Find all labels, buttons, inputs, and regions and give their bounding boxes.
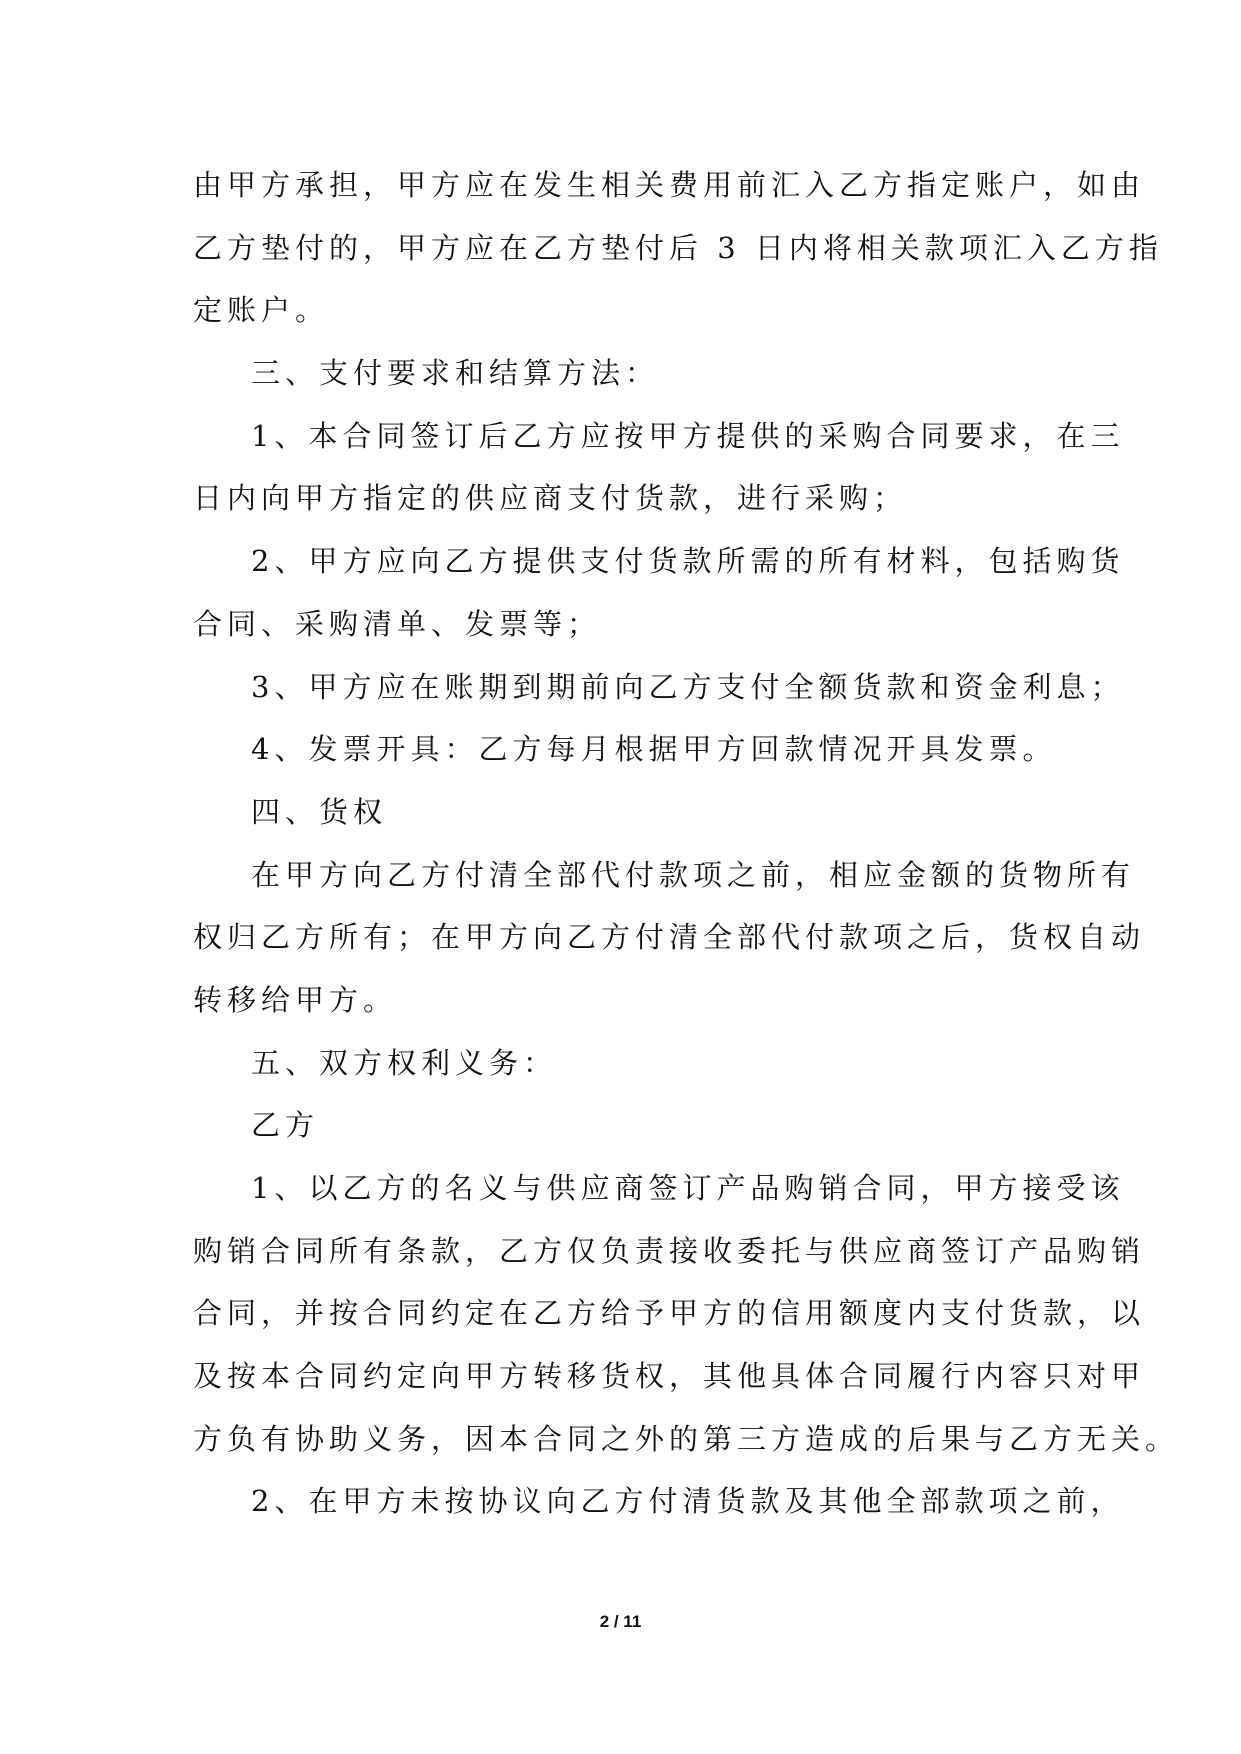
text-line: 3、甲方应在账期到期前向乙方支付全额货款和资金利息； <box>251 669 1125 704</box>
text-line: 1、本合同签订后乙方应按甲方提供的采购合同要求，在三 <box>251 418 1125 453</box>
text-line: 日内向甲方指定的供应商支付货款，进行采购； <box>193 481 908 516</box>
text-line: 购销合同所有条款，乙方仅负责接收委托与供应商签订产品购销 <box>193 1233 1146 1268</box>
document-body <box>193 154 1180 1533</box>
text-line: 2、甲方应向乙方提供支付货款所需的所有材料，包括购货 <box>251 544 1125 579</box>
text-line: 4、发票开具：乙方每月根据甲方回款情况开具发票。 <box>251 732 1057 767</box>
text-line: 定账户。 <box>193 293 330 328</box>
page-number: 2 / 11 <box>599 1612 642 1631</box>
text-line: 合同，并按合同约定在乙方给予甲方的信用额度内支付货款，以 <box>193 1296 1146 1331</box>
section-heading: 三、支付要求和结算方法： <box>251 356 660 391</box>
text-line: 由甲方承担，甲方应在发生相关费用前汇入乙方指定账户，如由 <box>193 168 1146 202</box>
text-line: 在甲方向乙方付清全部代付款项之前，相应金额的货物所有 <box>251 857 1136 892</box>
section-heading: 四、货权 <box>251 794 388 829</box>
text-line: 转移给甲方。 <box>193 982 398 1017</box>
text-line: 方负有协助义务，因本合同之外的第三方造成的后果与乙方无关。 <box>193 1421 1180 1456</box>
text-line: 1、以乙方的名义与供应商签订产品购销合同，甲方接受该 <box>251 1171 1125 1205</box>
text-line: 合同、采购清单、发票等； <box>193 606 602 641</box>
text-line: 权归乙方所有；在甲方向乙方付清全部代付款项之后，货权自动 <box>193 920 1146 955</box>
text-line: 2、在甲方未按协议向乙方付清货款及其他全部款项之前， <box>251 1484 1125 1519</box>
subsection-heading: 乙方 <box>251 1108 320 1143</box>
text-line: 乙方垫付的，甲方应在乙方垫付后 3 日内将相关款项汇入乙方指 <box>193 230 1163 265</box>
section-heading: 五、双方权利义务： <box>251 1045 558 1080</box>
text-line: 及按本合同约定向甲方转移货权，其他具体合同履行内容只对甲 <box>193 1359 1146 1394</box>
